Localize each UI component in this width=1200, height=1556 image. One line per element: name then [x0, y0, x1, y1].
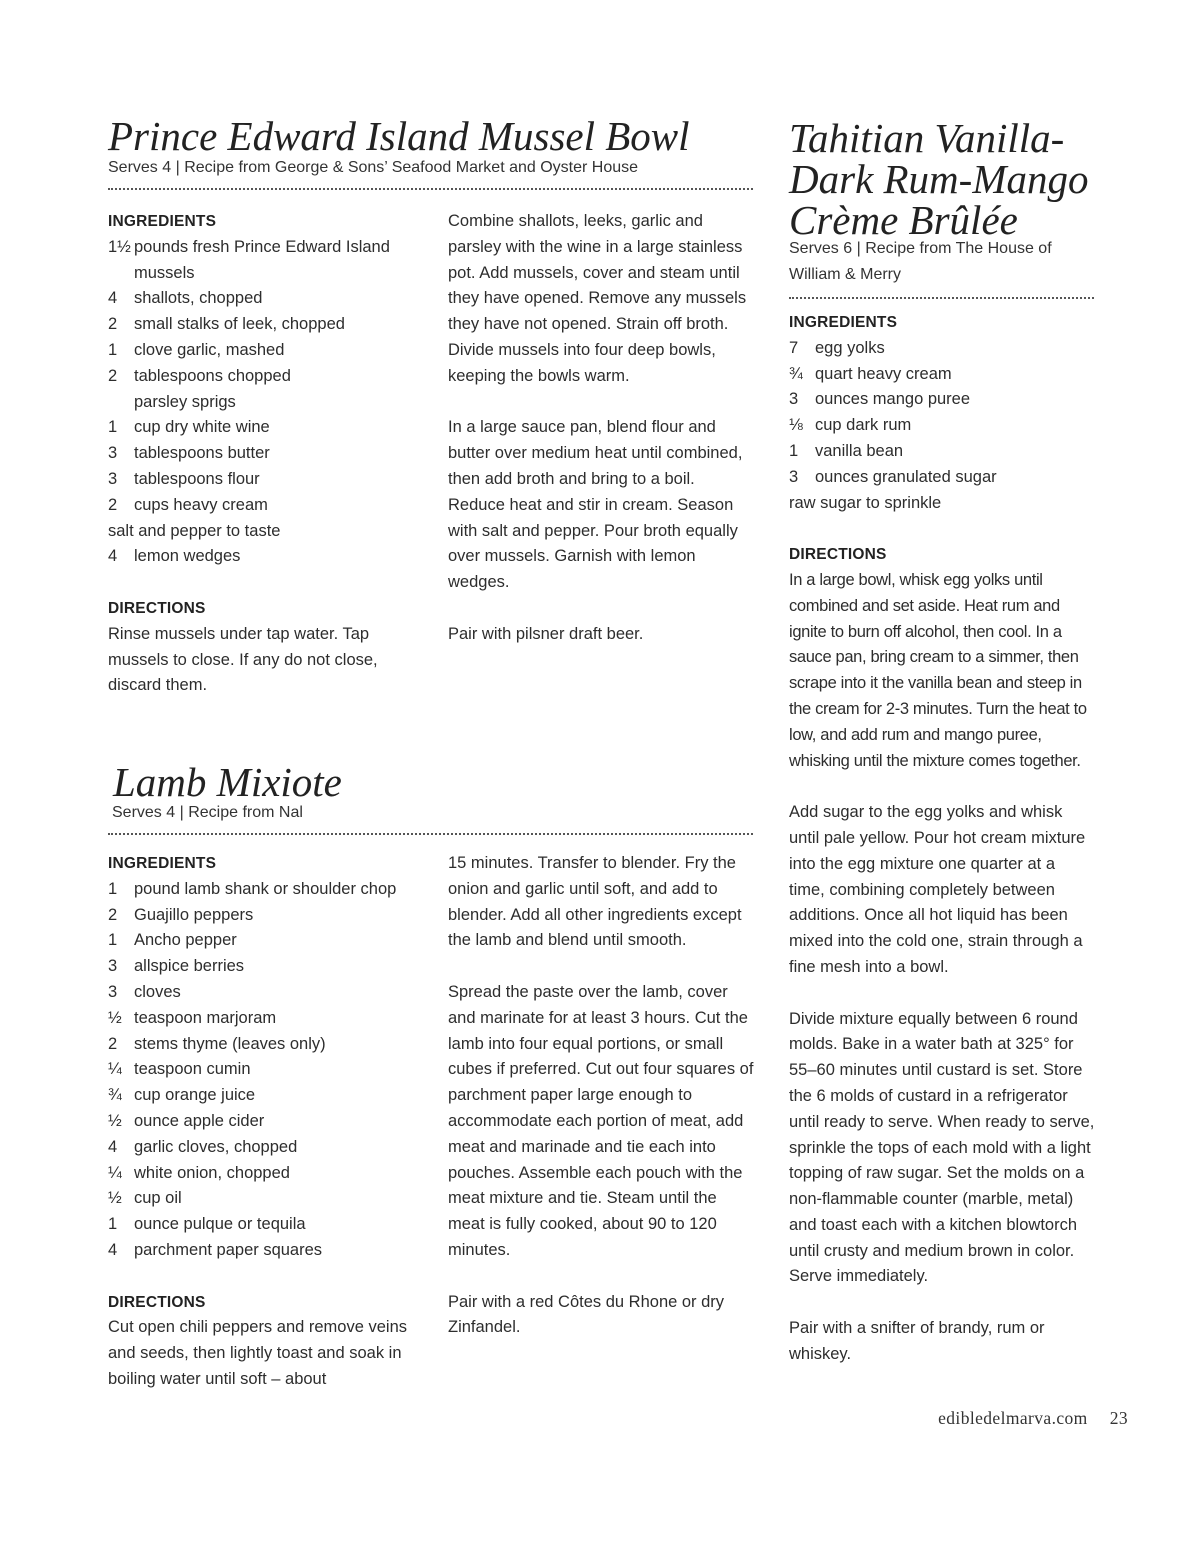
- creme-brulee-subtitle: Serves 6 | Recipe from The House of William & Merry: [789, 240, 1052, 283]
- ingredient-quantity: 3: [789, 467, 799, 486]
- ingredient-item: [108, 312, 423, 338]
- ingredient-item: [108, 286, 423, 312]
- ingredient-text: small stalks of leek, chopped: [134, 315, 345, 334]
- ingredients-list: [789, 336, 1095, 517]
- ingredient-quantity: 1: [108, 418, 118, 437]
- ingredient-text: pounds fresh Prince Edward Island mussels: [134, 237, 390, 282]
- ingredient-quantity: 2: [108, 315, 118, 334]
- ingredient-text: pound lamb shank or shoulder chop: [134, 879, 397, 898]
- ingredient-item: [108, 1083, 423, 1109]
- ingredients-heading: INGREDIENTS: [108, 855, 217, 872]
- ingredient-item: [108, 1212, 423, 1238]
- creme-brulee-title: [789, 115, 1089, 243]
- directions-paragraph: Rinse mussels under tap water. Tap mussels to close. If any do not close, discard them.: [108, 624, 378, 695]
- ingredient-quantity: 3: [108, 982, 118, 1001]
- directions-heading: DIRECTIONS: [789, 546, 887, 564]
- mussel-bowl-divider: [108, 188, 753, 190]
- mussel-bowl-title: Prince Edward Island Mussel Bowl: [108, 113, 690, 159]
- ingredient-item: [108, 1032, 423, 1058]
- lamb-mixiote-title: Lamb Mixiote: [113, 759, 342, 805]
- creme-brulee-title-line: Dark Rum-Mango: [789, 156, 1089, 202]
- ingredient-quantity: 2: [108, 905, 118, 924]
- directions-paragraph: In a large bowl, whisk egg yolks until combined and set aside. Heat rum and ignite to burn off alcohol, then cool. In a sauce pan, bring cream to a simmer, then scrape into it the vanilla bean and steep in the cream for 2-3 minutes. Turn the heat to low, and add rum and mango puree, whisking until the mixture comes together.: [789, 570, 1087, 770]
- lamb-mixiote-column-left: [108, 851, 423, 1393]
- creme-brulee-column: [789, 310, 1095, 1368]
- ingredient-quantity: 3: [108, 444, 118, 463]
- lamb-mixiote-divider: [108, 833, 753, 835]
- ingredient-item: [108, 1109, 423, 1135]
- ingredient-quantity: 3: [108, 957, 118, 976]
- ingredient-quantity: 1: [108, 340, 118, 359]
- ingredient-quantity: 3: [789, 390, 799, 409]
- ingredient-quantity: ¾: [108, 1086, 122, 1105]
- ingredients-heading: INGREDIENTS: [789, 314, 898, 331]
- pairing-note: Pair with pilsner draft beer.: [448, 624, 644, 643]
- ingredient-quantity: ½: [108, 1189, 122, 1208]
- ingredient-item: [108, 467, 423, 493]
- ingredient-item: [789, 465, 1095, 491]
- lamb-mixiote-column-right: [448, 851, 754, 1341]
- ingredient-text: teaspoon marjoram: [134, 1008, 277, 1027]
- mussel-bowl-subtitle: Serves 4 | Recipe from George & Sons’ Seafood Market and Oyster House: [108, 159, 639, 176]
- ingredient-text: ounces mango puree: [815, 390, 971, 409]
- ingredient-text: stems thyme (leaves only): [134, 1034, 326, 1053]
- ingredient-text: clove garlic, mashed: [134, 340, 285, 359]
- ingredient-text: tablespoons chopped parsley sprigs: [134, 366, 291, 411]
- ingredient-quantity: 1: [108, 931, 118, 950]
- directions-paragraph: 15 minutes. Transfer to blender. Fry the onion and garlic until soft, and add to blender. Add all other ingredients except the lamb and blend until smooth.: [448, 854, 742, 950]
- ingredient-text: egg yolks: [815, 338, 885, 357]
- ingredient-quantity: 2: [108, 366, 118, 385]
- ingredient-quantity: 2: [108, 495, 118, 514]
- ingredient-text: cup orange juice: [134, 1086, 256, 1105]
- ingredient-quantity: 1: [789, 441, 799, 460]
- ingredient-text: tablespoons flour: [134, 469, 260, 488]
- ingredient-text: tablespoons butter: [134, 444, 270, 463]
- ingredient-item: [108, 903, 423, 929]
- ingredient-item: [789, 362, 1095, 388]
- ingredients-list: [108, 235, 423, 570]
- ingredients-list: [108, 877, 423, 1264]
- ingredient-text: garlic cloves, chopped: [134, 1137, 298, 1156]
- ingredient-item: [108, 954, 423, 980]
- ingredient-item: [108, 928, 423, 954]
- ingredient-text: cup dry white wine: [134, 418, 270, 437]
- ingredient-quantity: 2: [108, 1034, 118, 1053]
- ingredient-text: shallots, chopped: [134, 289, 263, 308]
- ingredients-heading: INGREDIENTS: [108, 213, 217, 230]
- ingredient-quantity: 3: [108, 469, 118, 488]
- ingredient-quantity: ¾: [789, 364, 803, 383]
- ingredient-item: [108, 364, 423, 416]
- ingredient-text: ounces granulated sugar: [815, 467, 997, 486]
- ingredient-text: parchment paper squares: [134, 1240, 323, 1259]
- ingredient-text: cloves: [134, 982, 181, 1001]
- directions-paragraph: Divide mixture equally between 6 round molds. Bake in a water bath at 325° for 55–60 minutes until custard is set. Store the 6 molds of custard in a refrigerator until ready to serve. When ready to serve, sprinkle the tops of each mold with a light topping of raw sugar. Set the molds on a non-flammable counter (marble, metal) and toast each with a kitchen blowtorch until crusty and medium brown in color. Serve immediately.: [789, 1009, 1095, 1286]
- ingredient-item: [108, 1057, 423, 1083]
- mussel-bowl-column-right: [448, 209, 754, 648]
- creme-brulee-title-line: Tahitian Vanilla-: [789, 115, 1065, 161]
- directions-paragraph: Combine shallots, leeks, garlic and parsley with the wine in a large stainless pot. Add mussels, cover and steam until they have opened. Remove any mussels they have not opened. Strain off broth. Divide mussels into four deep bowls, keeping the bowls warm.: [448, 212, 747, 385]
- pairing-note: Pair with a red Côtes du Rhone or dry Zinfandel.: [448, 1292, 725, 1337]
- creme-brulee-divider: [789, 297, 1094, 299]
- ingredient-item: [108, 877, 423, 903]
- ingredient-text: cup oil: [134, 1189, 182, 1208]
- ingredient-item: [108, 1238, 423, 1264]
- page-footer: [860, 1408, 1128, 1429]
- ingredient-text: Guajillo peppers: [134, 905, 254, 924]
- ingredient-quantity: 4: [108, 547, 118, 566]
- site-url[interactable]: edibledelmarva.com: [938, 1408, 1088, 1428]
- ingredient-quantity: 4: [108, 289, 118, 308]
- lamb-mixiote-subtitle: Serves 4 | Recipe from Nal: [112, 804, 303, 821]
- ingredient-item: [789, 336, 1095, 362]
- ingredient-item: [108, 519, 423, 545]
- mussel-bowl-column-left: [108, 209, 423, 699]
- ingredient-text: quart heavy cream: [815, 364, 952, 383]
- directions-heading: DIRECTIONS: [108, 1293, 206, 1311]
- directions-heading: DIRECTIONS: [108, 599, 206, 617]
- creme-brulee-title-line: Crème Brûlée: [789, 197, 1018, 243]
- ingredient-text: ounce apple cider: [134, 1111, 265, 1130]
- ingredient-item: [108, 1186, 423, 1212]
- ingredient-item: [789, 491, 1095, 517]
- ingredient-item: [789, 387, 1095, 413]
- ingredient-text: Ancho pepper: [134, 931, 237, 950]
- ingredient-text: teaspoon cumin: [134, 1060, 251, 1079]
- ingredient-quantity: ½: [108, 1008, 122, 1027]
- ingredient-text: lemon wedges: [134, 547, 241, 566]
- pairing-note: Pair with a snifter of brandy, rum or whiskey.: [789, 1319, 1045, 1363]
- ingredient-quantity: 1: [108, 879, 118, 898]
- ingredient-text: vanilla bean: [815, 441, 904, 460]
- ingredient-item: [108, 235, 423, 287]
- ingredient-quantity: 4: [108, 1240, 118, 1259]
- ingredient-quantity: ½: [108, 1111, 122, 1130]
- ingredient-item: [108, 493, 423, 519]
- directions-paragraph: In a large sauce pan, blend flour and butter over medium heat until combined, then add broth and bring to a boil. Reduce heat and stir in cream. Season with salt and pepper. Pour broth equally over mussels. Garnish with lemon wedges.: [448, 418, 743, 592]
- ingredient-item: [108, 1161, 423, 1187]
- ingredient-text: cup dark rum: [815, 416, 912, 435]
- ingredient-quantity: ¼: [108, 1163, 122, 1182]
- ingredient-quantity: ⅛: [789, 416, 803, 435]
- ingredient-item: [108, 415, 423, 441]
- ingredient-quantity: 1: [108, 1215, 118, 1234]
- ingredient-quantity: ¼: [108, 1060, 122, 1079]
- ingredient-text: ounce pulque or tequila: [134, 1215, 306, 1234]
- ingredient-quantity: 7: [789, 338, 799, 357]
- ingredient-item: [789, 439, 1095, 465]
- ingredient-item: [108, 338, 423, 364]
- ingredient-text: cups heavy cream: [134, 495, 268, 514]
- ingredient-item: [789, 413, 1095, 439]
- ingredient-text: allspice berries: [134, 957, 245, 976]
- ingredient-quantity: 4: [108, 1137, 118, 1156]
- ingredient-item: [108, 544, 423, 570]
- ingredient-item: [108, 980, 423, 1006]
- directions-paragraph: Spread the paste over the lamb, cover and marinate for at least 3 hours. Cut the lamb into four equal portions, or small cubes if preferred. Cut out four squares of parchment paper large enough to accommodate each portion of meat, add meat and marinade and tie each into pouches. Assemble each pouch with the meat mixture and tie. Steam until the meat is fully cooked, about 90 to 120 minutes.: [448, 982, 754, 1259]
- ingredient-item: [108, 1006, 423, 1032]
- directions-paragraph: Add sugar to the egg yolks and whisk until pale yellow. Pour hot cream mixture into the egg mixture one quarter at a time, combining completely between additions. Once all hot liquid has been mixed into the cold one, strain through a fine mesh into a bowl.: [789, 803, 1086, 976]
- ingredient-text: white onion, chopped: [134, 1163, 290, 1182]
- ingredient-text: raw sugar to sprinkle: [789, 493, 942, 512]
- ingredient-text: salt and pepper to taste: [108, 521, 281, 540]
- ingredient-item: [108, 441, 423, 467]
- page-number: 23: [1109, 1408, 1128, 1428]
- ingredient-item: [108, 1135, 423, 1161]
- ingredient-quantity: 1½: [108, 237, 131, 256]
- directions-paragraph: Cut open chili peppers and remove veins and seeds, then lightly toast and soak in boiling water until soft – about: [108, 1318, 408, 1388]
